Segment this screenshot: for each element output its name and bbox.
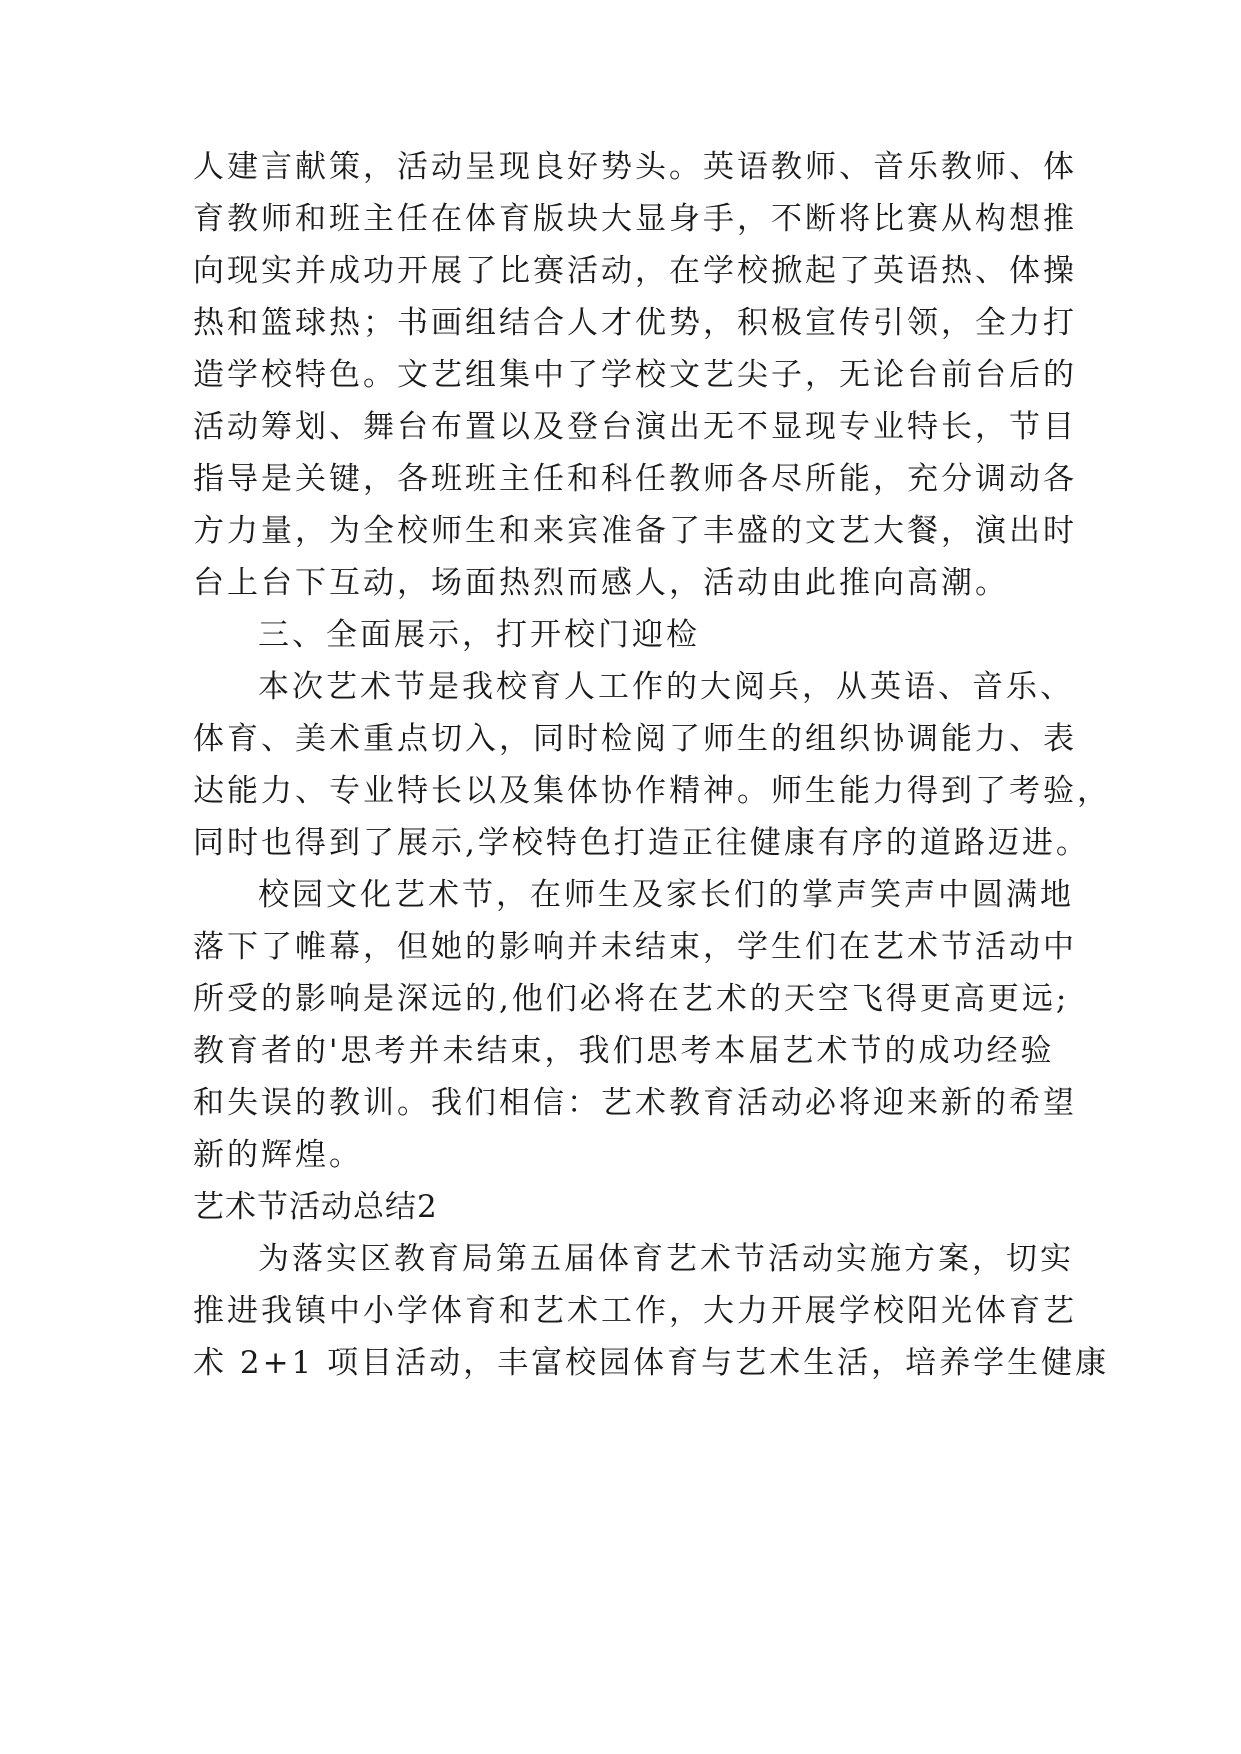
paragraph-line: 术 2+1 项目活动，丰富校园体育与艺术生活，培养学生健康 — [193, 1345, 1110, 1381]
paragraph-line: 和失误的教训。我们相信：艺术教育活动必将迎来新的希望 — [193, 1085, 1077, 1121]
paragraph-line: 校园文化艺术节，在师生及家长们的掌声笑声中圆满地 — [258, 877, 1074, 913]
paragraph-line: 指导是关键，各班班主任和科任教师各尽所能，充分调动各 — [193, 461, 1077, 497]
paragraph-line: 新的辉煌。 — [193, 1137, 363, 1173]
paragraph-line: 体育、美术重点切入，同时检阅了师生的组织协调能力、表 — [193, 721, 1077, 757]
paragraph-line: 本次艺术节是我校育人工作的大阅兵，从英语、音乐、 — [258, 669, 1074, 705]
paragraph-line: 推进我镇中小学体育和艺术工作，大力开展学校阳光体育艺 — [193, 1293, 1077, 1329]
paragraph-line: 育教师和班主任在体育版块大显身手，不断将比赛从构想推 — [193, 201, 1077, 237]
paragraph-line: 热和篮球热；书画组结合人才优势，积极宣传引领，全力打 — [193, 305, 1077, 341]
paragraph-line: 所受的影响是深远的,他们必将在艺术的天空飞得更高更远; — [193, 981, 1070, 1017]
paragraph-line: 方力量，为全校师生和来宾准备了丰盛的文艺大餐，演出时 — [193, 513, 1077, 549]
section-heading: 三、全面展示，打开校门迎检 — [258, 617, 700, 653]
paragraph-line: 向现实并成功开展了比赛活动，在学校掀起了英语热、体操 — [193, 253, 1077, 289]
paragraph-line: 落下了帷幕，但她的影响并未结束，学生们在艺术节活动中 — [193, 929, 1077, 965]
paragraph-line: 活动筹划、舞台布置以及登台演出无不显现专业特长，节目 — [193, 409, 1077, 445]
paragraph-line: 台上台下互动，场面热烈而感人，活动由此推向高潮。 — [193, 565, 1009, 601]
paragraph-line: 同时也得到了展示,学校特色打造正往健康有序的道路迈进。 — [193, 825, 1090, 861]
paragraph-line: 教育者的'思考并未结束，我们思考本届艺术节的成功经验 — [193, 1033, 1055, 1069]
paragraph-line: 人建言献策，活动呈现良好势头。英语教师、音乐教师、体 — [193, 149, 1077, 185]
paragraph-line: 为落实区教育局第五届体育艺术节活动实施方案，切实 — [258, 1241, 1074, 1277]
document-title: 艺术节活动总结2 — [193, 1189, 438, 1225]
paragraph-line: 达能力、专业特长以及集体协作精神。师生能力得到了考验， — [193, 773, 1111, 809]
paragraph-line: 造学校特色。文艺组集中了学校文艺尖子，无论台前台后的 — [193, 357, 1077, 393]
